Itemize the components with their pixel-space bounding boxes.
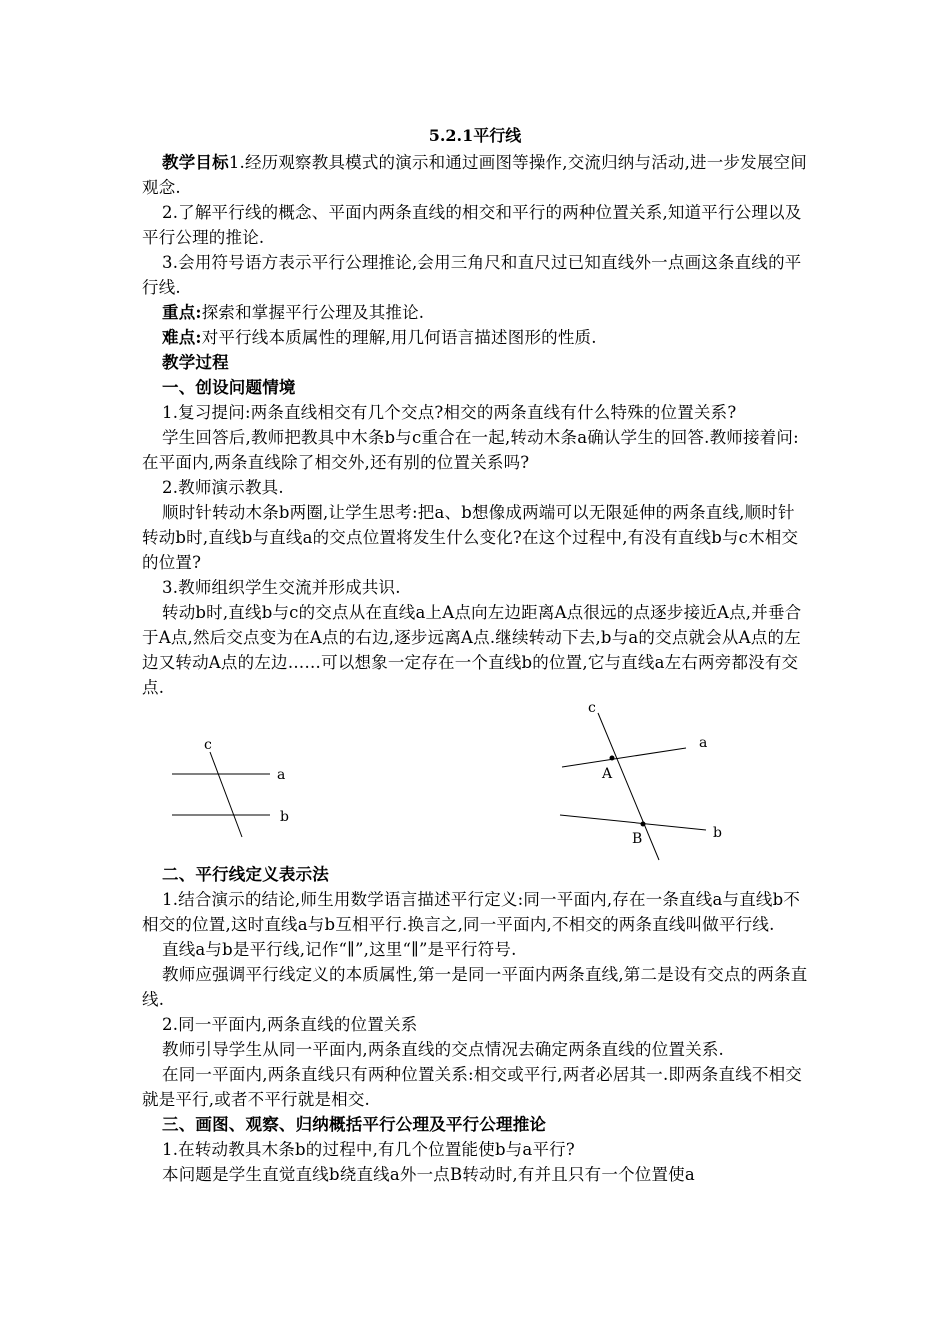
line-c — [598, 713, 659, 860]
section-2-paragraph: 教师应强调平行线定义的本质属性,第一是同一平面内两条直线,第二是设有交点的两条直线. — [142, 965, 808, 1009]
difficulties — [142, 325, 810, 350]
process-heading: 教学过程 — [162, 353, 229, 372]
key-points-text: 探索和掌握平行公理及其推论. — [201, 303, 425, 322]
label-a: a — [277, 767, 286, 783]
section-3-heading: 三、画图、观察、归纳概括平行公理及平行公理推论 — [162, 1115, 547, 1134]
label-point-A: A — [602, 766, 613, 782]
section-1-paragraph: 学生回答后,教师把教具中木条b与c重合在一起,转动木条a确认学生的回答.教师接着问:在平面内,两条直线除了相交外,还有别的位置关系吗? — [142, 428, 799, 472]
line-c — [210, 752, 242, 837]
label-b: b — [713, 825, 723, 841]
key-points — [142, 300, 810, 325]
goal-3: 3.会用符号语方表示平行公理推论,会用三角尺和直尺过已知直线外一点画这条直线的平行线. — [142, 253, 802, 297]
difficulties-text: 对平行线本质属性的理解,用几何语言描述图形的性质. — [201, 328, 597, 347]
section-2-paragraph: 2.同一平面内,两条直线的位置关系 — [162, 1015, 418, 1034]
section-1-paragraph: 转动b时,直线b与c的交点从在直线a上A点向左边距离A点很远的点逐步接近A点,并垂合于A点,然后交点变为在A点的右边,逐步远离A点.继续转动下去,b与a的交点就会从A点的左边又转动A点的左边……可以想象一定存在一个直线b的位置,它与直线a左右两旁都没有交点. — [142, 603, 802, 697]
section-2-paragraph: 教师引导学生从同一平面内,两条直线的交点情况去确定两条直线的位置关系. — [162, 1040, 724, 1059]
figure-intersecting-lines — [142, 700, 810, 862]
goals-label: 教学目标 — [162, 153, 229, 172]
point-A — [610, 756, 615, 761]
point-B — [641, 822, 646, 827]
label-c: c — [588, 700, 597, 716]
label-point-B: B — [632, 831, 643, 847]
goal-1 — [142, 150, 810, 200]
section-2-paragraph: 1.结合演示的结论,师生用数学语言描述平行定义:同一平面内,存在一条直线a与直线b不相交的位置,这时直线a与b互相平行.换言之,同一平面内,不相交的两条直线叫做平行线. — [142, 890, 801, 934]
label-c: c — [204, 737, 213, 753]
label-b: b — [280, 809, 290, 825]
label-a: a — [699, 735, 708, 751]
difficulties-label: 难点: — [162, 328, 202, 347]
page-title: 5.2.1平行线 — [428, 126, 522, 145]
line-b — [560, 815, 706, 830]
goal-1-text: 1.经历观察教具模式的演示和通过画图等操作,交流归纳与活动,进一步发展空间观念. — [142, 153, 807, 197]
section-2-paragraph: 在同一平面内,两条直线只有两种位置关系:相交或平行,两者必居其一.即两条直线不相交就是平行,或者不平行就是相交. — [142, 1065, 802, 1109]
line-a — [562, 748, 686, 767]
figure-1 — [172, 737, 289, 837]
figures-row — [142, 700, 810, 862]
section-3-paragraph: 1.在转动教具木条b的过程中,有几个位置能使b与a平行? — [162, 1140, 575, 1159]
section-2-paragraph: 直线a与b是平行线,记作“∥”,这里“∥”是平行符号. — [162, 940, 517, 959]
goal-2: 2.了解平行线的概念、平面内两条直线的相交和平行的两种位置关系,知道平行公理以及平行公理的推论. — [142, 203, 802, 247]
figure-2 — [560, 700, 722, 860]
key-points-label: 重点: — [162, 303, 202, 322]
section-1-paragraph: 顺时针转动木条b两圈,让学生思考:把a、b想像成两端可以无限延伸的两条直线,顺时针转动b时,直线b与直线a的交点位置将发生什么变化?在这个过程中,有没有直线b与c木相交的位置? — [142, 503, 799, 572]
section-2-heading: 二、平行线定义表示法 — [162, 865, 329, 884]
section-1-paragraph: 2.教师演示教具. — [162, 478, 284, 497]
section-1-heading: 一、创设问题情境 — [162, 378, 296, 397]
section-1-paragraph: 3.教师组织学生交流并形成共识. — [162, 578, 401, 597]
document-body — [142, 150, 810, 1187]
section-3-paragraph: 本问题是学生直觉直线b绕直线a外一点B转动时,有并且只有一个位置使a — [162, 1165, 695, 1184]
section-1-paragraph: 1.复习提问:两条直线相交有几个交点?相交的两条直线有什么特殊的位置关系? — [162, 403, 737, 422]
